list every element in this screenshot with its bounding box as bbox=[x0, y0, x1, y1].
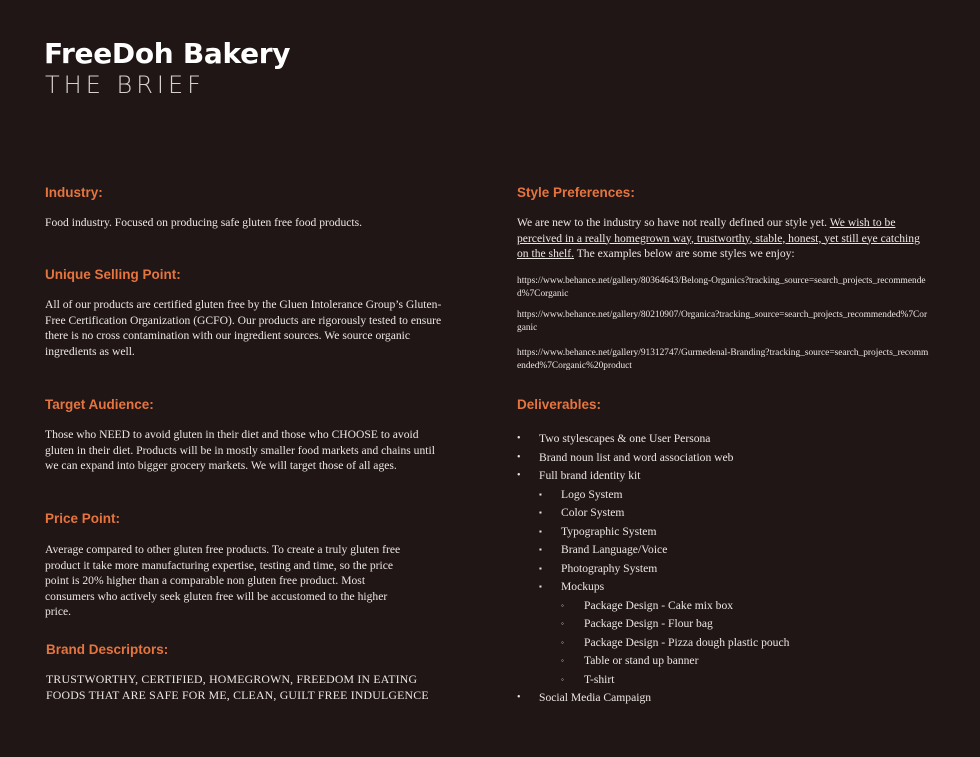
deliverable-label: Typographic System bbox=[561, 524, 657, 538]
deliverable-label: Social Media Campaign bbox=[539, 691, 652, 704]
style-intro: We are new to the industry so have not really defined our style yet. bbox=[517, 216, 830, 229]
deliverable-item bbox=[517, 615, 789, 634]
bullet-icon: • bbox=[517, 433, 521, 444]
style-link-3[interactable]: https://www.behance.net/gallery/91312747/Gurmedenal-Branding?tracking_source=search_projects_recommended%7Corganic%20product bbox=[517, 348, 929, 371]
bullet-icon: ▪ bbox=[539, 508, 542, 517]
style-heading: Style Preferences: bbox=[517, 185, 635, 200]
page-title: FreeDoh Bakery bbox=[44, 37, 291, 70]
deliverable-item bbox=[517, 541, 789, 560]
deliverable-item bbox=[517, 504, 789, 523]
deliverable-item bbox=[517, 652, 789, 671]
bullet-icon: ◦ bbox=[561, 619, 564, 628]
deliverable-item bbox=[517, 449, 789, 468]
deliverable-item bbox=[517, 597, 789, 616]
deliverable-label: Logo System bbox=[561, 487, 623, 501]
deliverable-item bbox=[517, 486, 789, 505]
industry-body: Food industry. Focused on producing safe gluten free food products. bbox=[45, 216, 363, 229]
industry-heading: Industry: bbox=[45, 185, 103, 200]
deliverable-item bbox=[517, 634, 789, 653]
audience-heading: Target Audience: bbox=[45, 397, 154, 412]
style-link-2[interactable]: https://www.behance.net/gallery/80210907/Organica?tracking_source=search_projects_recommended%7Corganic bbox=[517, 310, 928, 333]
price-body: Average compared to other gluten free products. To create a truly gluten free product it take more manufacturing expertise, testing and time, so the price point is 20% higher than a comparable non gluten free product. Most consumers who actively seek gluten free will be accustomed to the higher price. bbox=[45, 543, 401, 618]
bullet-icon: ▪ bbox=[539, 582, 542, 591]
deliverables-heading: Deliverables: bbox=[517, 397, 602, 412]
deliverable-label: Brand Language/Voice bbox=[561, 543, 668, 556]
usp-heading: Unique Selling Point: bbox=[45, 267, 181, 282]
price-heading: Price Point: bbox=[45, 511, 121, 526]
style-outro: The examples below are some styles we enjoy: bbox=[574, 247, 795, 260]
deliverable-label: Photography System bbox=[561, 561, 658, 575]
audience-body: Those who NEED to avoid gluten in their diet and those who CHOOSE to avoid gluten in their diet. Products will be in mostly smaller food markets and chains until we can expand into bigger grocery markets. We will target those of all ages. bbox=[45, 428, 435, 472]
descriptors-body: TRUSTWORTHY, CERTIFIED, HOMEGROWN, FREEDOM IN EATING FOODS THAT ARE SAFE FOR ME, CLEAN, GUILT FREE INDULGENCE bbox=[46, 672, 429, 702]
bullet-icon: ◦ bbox=[561, 600, 564, 610]
bullet-icon: ▪ bbox=[539, 526, 542, 536]
bullet-icon: ▪ bbox=[539, 545, 542, 554]
deliverable-item bbox=[517, 578, 789, 597]
deliverable-item bbox=[517, 523, 789, 542]
bullet-icon: ◦ bbox=[561, 656, 564, 665]
bullet-icon: • bbox=[517, 692, 521, 703]
bullet-icon: • bbox=[517, 470, 521, 481]
page-subtitle: THE BRIEF bbox=[45, 71, 205, 99]
deliverable-item bbox=[517, 689, 789, 708]
deliverable-item bbox=[517, 560, 789, 579]
deliverable-label: T-shirt bbox=[584, 672, 615, 686]
bullet-icon: ◦ bbox=[561, 637, 564, 647]
bullet-icon: ▪ bbox=[539, 563, 542, 573]
bullet-icon: ◦ bbox=[561, 674, 564, 684]
deliverable-label: Color System bbox=[561, 506, 625, 519]
deliverable-label: Package Design - Flour bag bbox=[584, 617, 713, 630]
usp-body: All of our products are certified gluten free by the Gluen Intolerance Group’s Gluten-Free Certification Organization (GCFO). Our products are rigorously tested to ensure there is no cross contamination with our ingredient sources. We source organic ingredients as well. bbox=[45, 298, 442, 358]
descriptors-heading: Brand Descriptors: bbox=[46, 642, 169, 657]
deliverable-label: Full brand identity kit bbox=[539, 469, 641, 482]
deliverable-item bbox=[517, 671, 789, 690]
style-underlined: We wish to be perceived in a really homegrown way, trustworthy, stable, honest, yet still eye catching on the shelf. bbox=[517, 216, 920, 260]
deliverable-label: Mockups bbox=[561, 580, 605, 593]
deliverable-label: Brand noun list and word association web bbox=[539, 450, 734, 464]
style-body bbox=[517, 215, 922, 262]
deliverables-list bbox=[517, 430, 789, 708]
bullet-icon: • bbox=[517, 451, 521, 463]
deliverable-label: Table or stand up banner bbox=[584, 654, 699, 667]
deliverable-label: Package Design - Cake mix box bbox=[584, 598, 734, 612]
deliverable-item bbox=[517, 467, 789, 486]
style-link-1[interactable]: https://www.behance.net/gallery/80364643/Belong-Organics?tracking_source=search_projects_recommended%7Corganic bbox=[517, 276, 926, 299]
deliverable-label: Two stylescapes & one User Persona bbox=[539, 432, 711, 445]
deliverable-label: Package Design - Pizza dough plastic pouch bbox=[584, 635, 790, 649]
deliverable-item bbox=[517, 430, 789, 449]
bullet-icon: ▪ bbox=[539, 489, 542, 499]
